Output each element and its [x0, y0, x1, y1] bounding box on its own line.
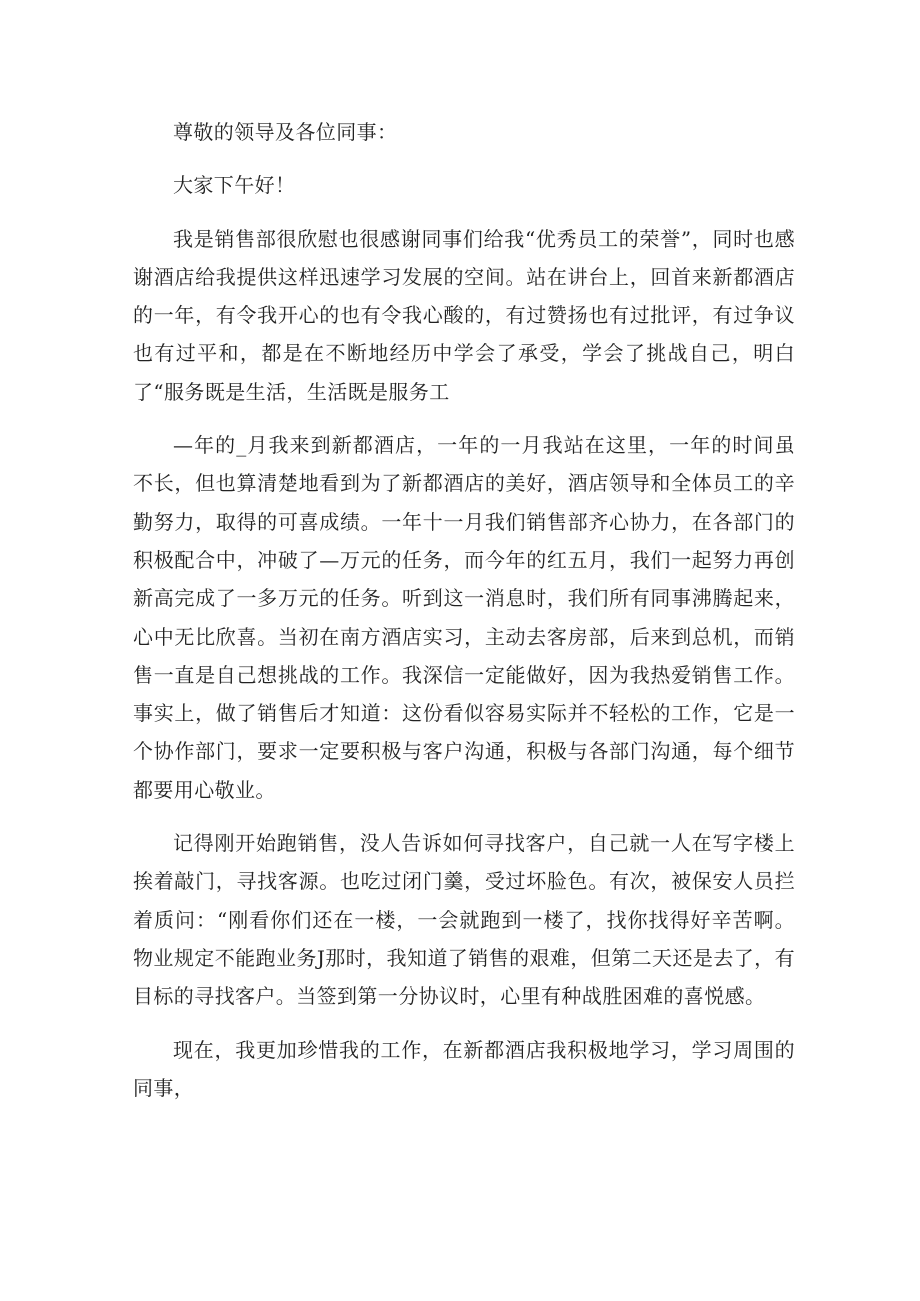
paragraph-1: 我是销售部很欣慰也很感谢同事们给我“优秀员工的荣誉”，同时也感谢酒店给我提供这样迅速学习发展的空间。站在讲台上，回首来新都酒店的一年，有令我开心的也有令我心酸的，有过赞扬也有过批评，有过争议也有过平和，都是在不断地经历中学会了承受，学会了挑战自己，明白了“服务既是生活，生活既是服务工	[133, 226, 795, 404]
paragraph-3: 记得刚开始跑销售，没人告诉如何寻找客户，自己就一人在写字楼上挨着敲门，寻找客源。也吃过闭门羹，受过坏脸色。有次，被保安人员拦着质问：“刚看你们还在一楼，一会就跑到一楼了，找你找得好辛苦啊。物业规定不能跑业务J那时，我知道了销售的艰难，但第二天还是去了，有目标的寻找客户。当签到第一分协议时，心里有种战胜困难的喜悦感。	[133, 831, 795, 1009]
paragraph-4: 现在，我更加珍惜我的工作，在新都酒店我积极地学习，学习周围的同事，	[133, 1037, 795, 1100]
greeting-line: 大家下午好！	[173, 173, 296, 198]
paragraph-2: —年的_月我来到新都酒店，一年的一月我站在这里，一年的时间虽不长，但也算清楚地看到为了新都酒店的美好，酒店领导和全体员工的辛勤努力，取得的可喜成绩。一年十一月我们销售部齐心协力，在各部门的积极配合中，冲破了—万元的任务，而今年的红五月，我们一起努力再创新高完成了一多万元的任务。听到这一消息时，我们所有同事沸腾起来，心中无比欣喜。当初在南方酒店实习，主动去客房部，后来到总机，而销售一直是自己想挑战的工作。我深信一定能做好，因为我热爱销售工作。事实上，做了销售后才知道：这份看似容易实际并不轻松的工作，它是一个协作部门，要求一定要积极与客户沟通，积极与各部门沟通，每个细节都要用心敬业。	[133, 433, 795, 802]
salutation-line: 尊敬的领导及各位同事：	[173, 120, 398, 144]
speech-text	[133, 113, 795, 1122]
